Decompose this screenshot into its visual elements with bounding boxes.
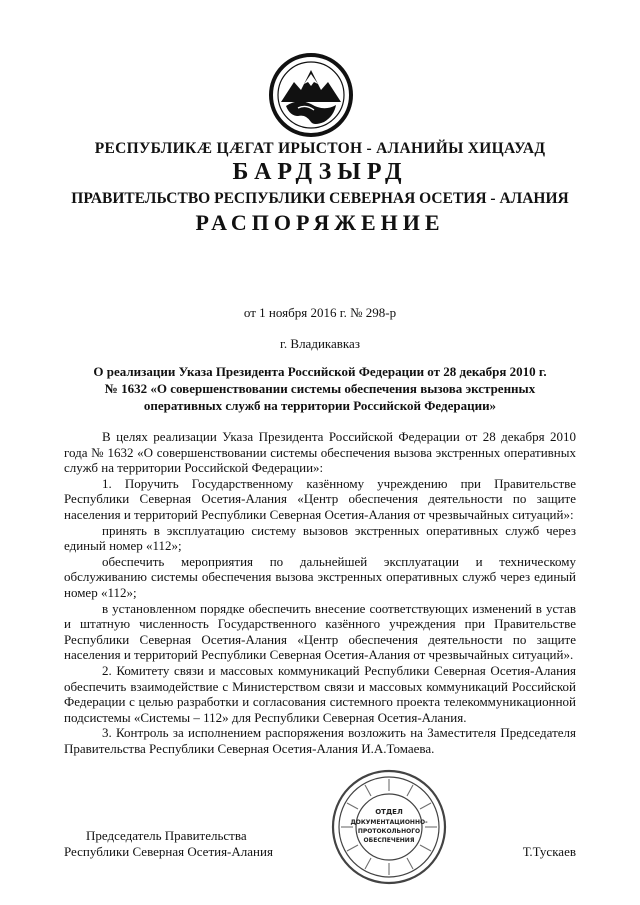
signatory-title bbox=[64, 828, 273, 860]
document-title-line: оперативных служб на территории Российской Федерации» bbox=[143, 398, 497, 413]
signatory-title-line2: Республики Северная Осетия-Алания bbox=[64, 844, 273, 859]
header-document-type: РАСПОРЯЖЕНИЕ bbox=[195, 210, 445, 235]
header-decree-ossetian: БАРДЗЫРД bbox=[232, 159, 408, 185]
coat-of-arms-emblem bbox=[268, 52, 354, 138]
seal-text: ПРОТОКОЛЬНОГО bbox=[357, 828, 421, 835]
signatory-title-line1: Председатель Правительства bbox=[86, 828, 247, 843]
official-seal-stamp bbox=[330, 768, 448, 886]
seal-text: ОТДЕЛ bbox=[375, 808, 403, 816]
document-city: г. Владикавказ bbox=[280, 336, 360, 351]
document-body bbox=[64, 429, 576, 756]
document-title bbox=[64, 363, 576, 414]
signature-block bbox=[64, 828, 576, 868]
item-1-paragraph: 1. Поручить Государственному казённому учреждению при Правительстве Республики Северная Осетия-Алания «Центр обеспечения деятельности по защите населения и территорий Республики Северная Осетия-Алания от чрезвычайных ситуаций»: bbox=[64, 475, 576, 522]
seal-text: ДОКУМЕНТАЦИОННО- bbox=[350, 819, 428, 826]
item-1c-paragraph: в установленном порядке обеспечить внесение соответствующих изменений в устав и штатную численность Государственного казённого учреждения при Правительстве Республики Северная Осетия-Алания «Центр обеспечения деятельности по защите населения и территорий Республики Северная Осетия-Алания от чрезвычайных ситуаций». bbox=[64, 600, 576, 663]
item-1a-paragraph: принять в эксплуатацию систему вызовов экстренных оперативных служб через единый номер «112»; bbox=[64, 522, 576, 554]
signatory-name: Т.Тускаев bbox=[522, 844, 576, 859]
item-1b-paragraph: обеспечить мероприятия по дальнейшей эксплуатации и техническому обслуживанию системы обеспечения вызова экстренных оперативных служб через единый номер «112»; bbox=[64, 553, 576, 600]
document-title-line: № 1632 «О совершенствовании системы обеспечения вызова экстренных bbox=[104, 381, 536, 396]
document-title-line: О реализации Указа Президента Российской Федерации от 28 декабря 2010 г. bbox=[93, 364, 547, 379]
intro-paragraph: В целях реализации Указа Президента Российской Федерации от 28 декабря 2010 года № 1632 «О совершенствовании системы обеспечения вызова экстренных оперативных служб на территории Российской Федерации»: bbox=[64, 429, 576, 476]
header-republic-ossetian: РЕСПУБЛИКӔ ЦӔГАТ ИРЫСТОН - АЛАНИЙЫ ХИЦАУАД bbox=[94, 140, 546, 157]
item-2-paragraph: 2. Комитету связи и массовых коммуникаций Республики Северная Осетия-Алания обеспечить взаимодействие с Министерством связи и массовых коммуникаций Российской Федерации с целью разработки и согласования системного проекта телекоммуникационной подсистемы «Системы – 112» для Республики Северная Осетия-Алания. bbox=[64, 662, 576, 725]
document-date-number: от 1 ноября 2016 г. № 298-р bbox=[243, 305, 397, 320]
item-3-paragraph: 3. Контроль за исполнением распоряжения возложить на Заместителя Председателя Правительства Республики Северная Осетия-Алания И.А.Томаева. bbox=[64, 725, 576, 756]
seal-text: ОБЕСПЕЧЕНИЯ bbox=[363, 837, 415, 844]
header-government-russian: ПРАВИТЕЛЬСТВО РЕСПУБЛИКИ СЕВЕРНАЯ ОСЕТИЯ - АЛАНИЯ bbox=[71, 190, 569, 207]
